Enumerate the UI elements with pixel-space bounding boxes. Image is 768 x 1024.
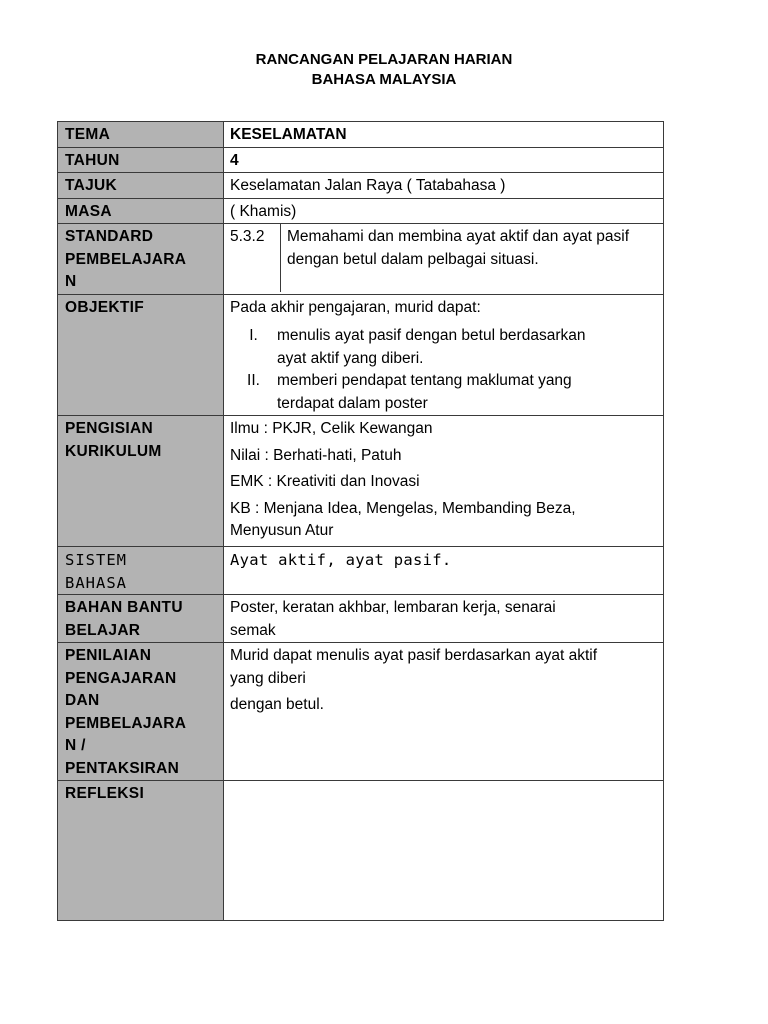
- row-sistem-bahasa: [58, 547, 664, 595]
- pengisian-ilmu: Ilmu : PKJR, Celik Kewangan: [230, 420, 433, 437]
- standard-text: Memahami dan membina ayat aktif dan ayat pasif dengan betul dalam pelbagai situasi.: [287, 228, 630, 268]
- label-masa: MASA: [58, 198, 224, 224]
- row-tahun: [58, 147, 664, 173]
- row-refleksi: [58, 781, 664, 921]
- row-bahan-bantu: [58, 595, 664, 643]
- objektif-item-2-line-1: memberi pendapat tentang maklumat yang: [277, 372, 572, 389]
- label-pengisian-line-2: KURIKULUM: [65, 442, 162, 460]
- row-objektif: [58, 294, 664, 416]
- value-tahun: 4: [224, 147, 664, 173]
- label-sistem-line-2: BAHASA: [65, 573, 127, 592]
- value-pengisian-kurikulum: [224, 416, 664, 547]
- objektif-item-2-number: II.: [247, 372, 260, 389]
- label-bahan-bantu: [58, 595, 224, 643]
- penilaian-line-3: dengan betul.: [230, 696, 324, 713]
- value-penilaian: [224, 643, 664, 781]
- objektif-item-2: [230, 370, 657, 415]
- objektif-item-1-line-2: ayat aktif yang diberi.: [277, 349, 424, 367]
- label-objektif: OBJEKTIF: [58, 294, 224, 416]
- value-tema: KESELAMATAN: [224, 122, 664, 148]
- pengisian-kb-line-2: Menyusun Atur: [230, 522, 334, 539]
- objektif-item-2-text: [277, 370, 572, 415]
- penilaian-line-2: yang diberi: [230, 669, 306, 687]
- pengisian-kb-line-1: KB : Menjana Idea, Mengelas, Membanding Beza,: [230, 499, 576, 517]
- title-line-2: BAHASA MALAYSIA: [311, 71, 457, 88]
- objektif-intro: Pada akhir pengajaran, murid dapat:: [230, 298, 481, 316]
- value-masa: ( Khamis): [224, 198, 664, 224]
- label-tajuk: TAJUK: [58, 173, 224, 199]
- label-standard: [58, 224, 224, 295]
- label-standard-line-3: N: [65, 273, 77, 290]
- standard-inner-table: [224, 224, 663, 292]
- objektif-item-1-line-1: menulis ayat pasif dengan betul berdasarkan: [277, 327, 586, 344]
- label-tahun: TAHUN: [58, 147, 224, 173]
- objektif-item-1: [230, 325, 657, 370]
- label-penilaian-line-2: PENGAJARAN: [65, 669, 177, 687]
- objektif-item-1-text: [277, 325, 585, 370]
- value-refleksi: [224, 781, 664, 921]
- bahan-line-1: Poster, keratan akhbar, lembaran kerja, senarai: [230, 599, 556, 616]
- lesson-plan-table: [57, 121, 664, 921]
- label-penilaian: [58, 643, 224, 781]
- label-bahan-line-1: BAHAN BANTU: [65, 599, 183, 616]
- label-penilaian-line-5: N /: [65, 737, 86, 754]
- penilaian-line-1: Murid dapat menulis ayat pasif berdasarkan ayat aktif: [230, 647, 598, 664]
- row-standard: [58, 224, 664, 295]
- row-tema: [58, 122, 664, 148]
- pengisian-nilai: Nilai : Berhati-hati, Patuh: [230, 446, 402, 464]
- row-tajuk: [58, 173, 664, 199]
- row-masa: [58, 198, 664, 224]
- label-penilaian-line-4: PEMBELAJARA: [65, 714, 187, 732]
- label-pengisian-line-1: PENGISIAN: [65, 420, 153, 437]
- label-penilaian-line-3: DAN: [65, 692, 100, 709]
- label-tema: TEMA: [58, 122, 224, 148]
- label-standard-line-2: PEMBELAJARA: [65, 250, 187, 268]
- row-pengisian-kurikulum: [58, 416, 664, 547]
- label-refleksi: REFLEKSI: [58, 781, 224, 921]
- label-standard-line-1: STANDARD: [65, 228, 154, 245]
- value-bahan-bantu: [224, 595, 664, 643]
- row-penilaian: [58, 643, 664, 781]
- value-sistem-bahasa: Ayat aktif, ayat pasif.: [224, 547, 664, 595]
- objektif-item-2-line-2: terdapat dalam poster: [277, 394, 428, 412]
- title-line-1: RANCANGAN PELAJARAN HARIAN: [255, 51, 513, 68]
- bahan-line-2: semak: [230, 621, 276, 639]
- label-pengisian-kurikulum: [58, 416, 224, 547]
- value-tajuk: Keselamatan Jalan Raya ( Tatabahasa ): [224, 173, 664, 199]
- label-penilaian-line-1: PENILAIAN: [65, 647, 152, 664]
- pengisian-emk: EMK : Kreativiti dan Inovasi: [230, 473, 420, 490]
- value-standard: [224, 224, 664, 295]
- value-objektif: [224, 294, 664, 416]
- standard-code: 5.3.2: [224, 224, 281, 292]
- document-title: [0, 50, 768, 90]
- label-bahan-line-2: BELAJAR: [65, 621, 141, 639]
- label-sistem-line-1: SISTEM: [65, 551, 127, 569]
- label-sistem-bahasa: [58, 547, 224, 595]
- label-penilaian-line-6: PENTAKSIRAN: [65, 759, 180, 777]
- objektif-item-1-number: I.: [249, 327, 258, 344]
